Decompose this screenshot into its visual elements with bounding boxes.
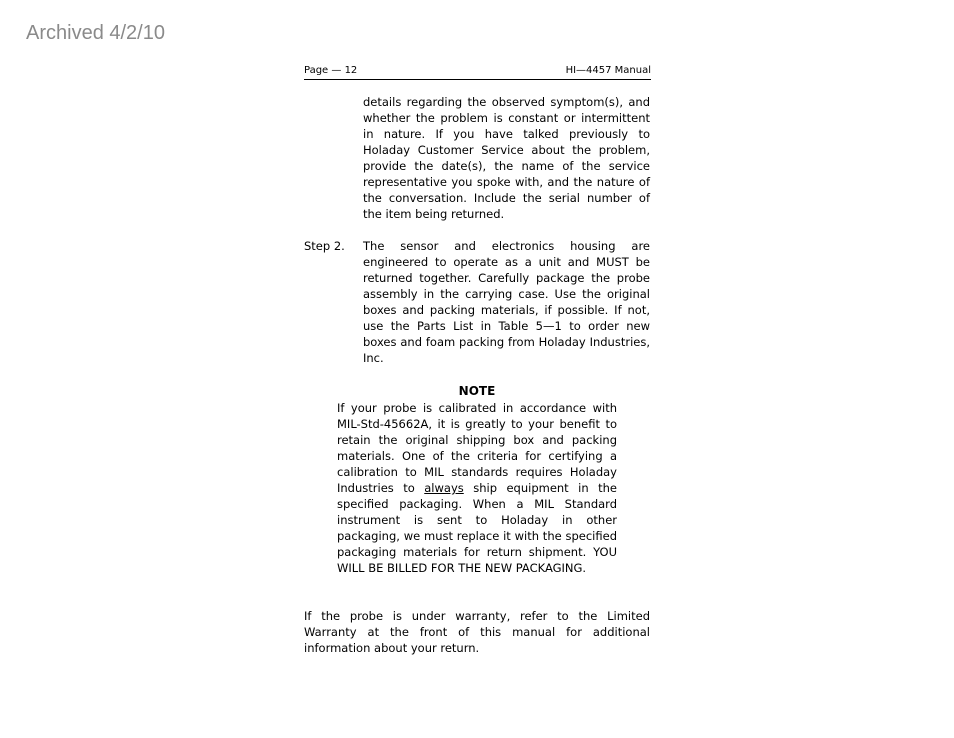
note-text-after: ship equipment in the specified packaging. When a MIL Standard instrument is sent to Holaday in other packaging, we must replace it with the specified packaging materials for return shipment. YOU WILL BE BILLED FOR THE NEW PACKAGING. bbox=[337, 481, 617, 575]
archived-watermark: Archived 4/2/10 bbox=[26, 22, 165, 44]
note-underlined-word: always bbox=[424, 481, 464, 495]
warranty-paragraph: If the probe is under warranty, refer to the Limited Warranty at the front of this manual for additional information about your return. bbox=[304, 609, 650, 655]
step2-label: Step 2. bbox=[304, 239, 345, 253]
page-header bbox=[304, 64, 651, 80]
note-text-before: If your probe is calibrated in accordance with MIL-Std-45662A, it is greatly to your benefit to retain the original shipping box and packing materials. One of the criteria for certifying a calibration to MIL standards requires Holaday Industries to bbox=[337, 401, 617, 495]
page-number-label: Page — 12 bbox=[304, 65, 358, 76]
step1-continuation-text: details regarding the observed symptom(s), and whether the problem is constant or intermittent in nature. If you have talked previously to Holaday Customer Service about the problem, provide the date(s), the name of the service representative you spoke with, and the nature of the conversation. Include the serial number of the item being returned. bbox=[363, 95, 650, 221]
step2-text: The sensor and electronics housing are engineered to operate as a unit and MUST be returned together. Carefully package the probe assembly in the carrying case. Use the original boxes and packing materials, if possible. If not, use the Parts List in Table 5—1 to order new boxes and foam packing from Holaday Industries, Inc. bbox=[363, 239, 650, 365]
manual-title-label: HI—4457 Manual bbox=[565, 65, 651, 76]
note-title: NOTE bbox=[458, 384, 496, 398]
note-text bbox=[337, 400, 617, 576]
